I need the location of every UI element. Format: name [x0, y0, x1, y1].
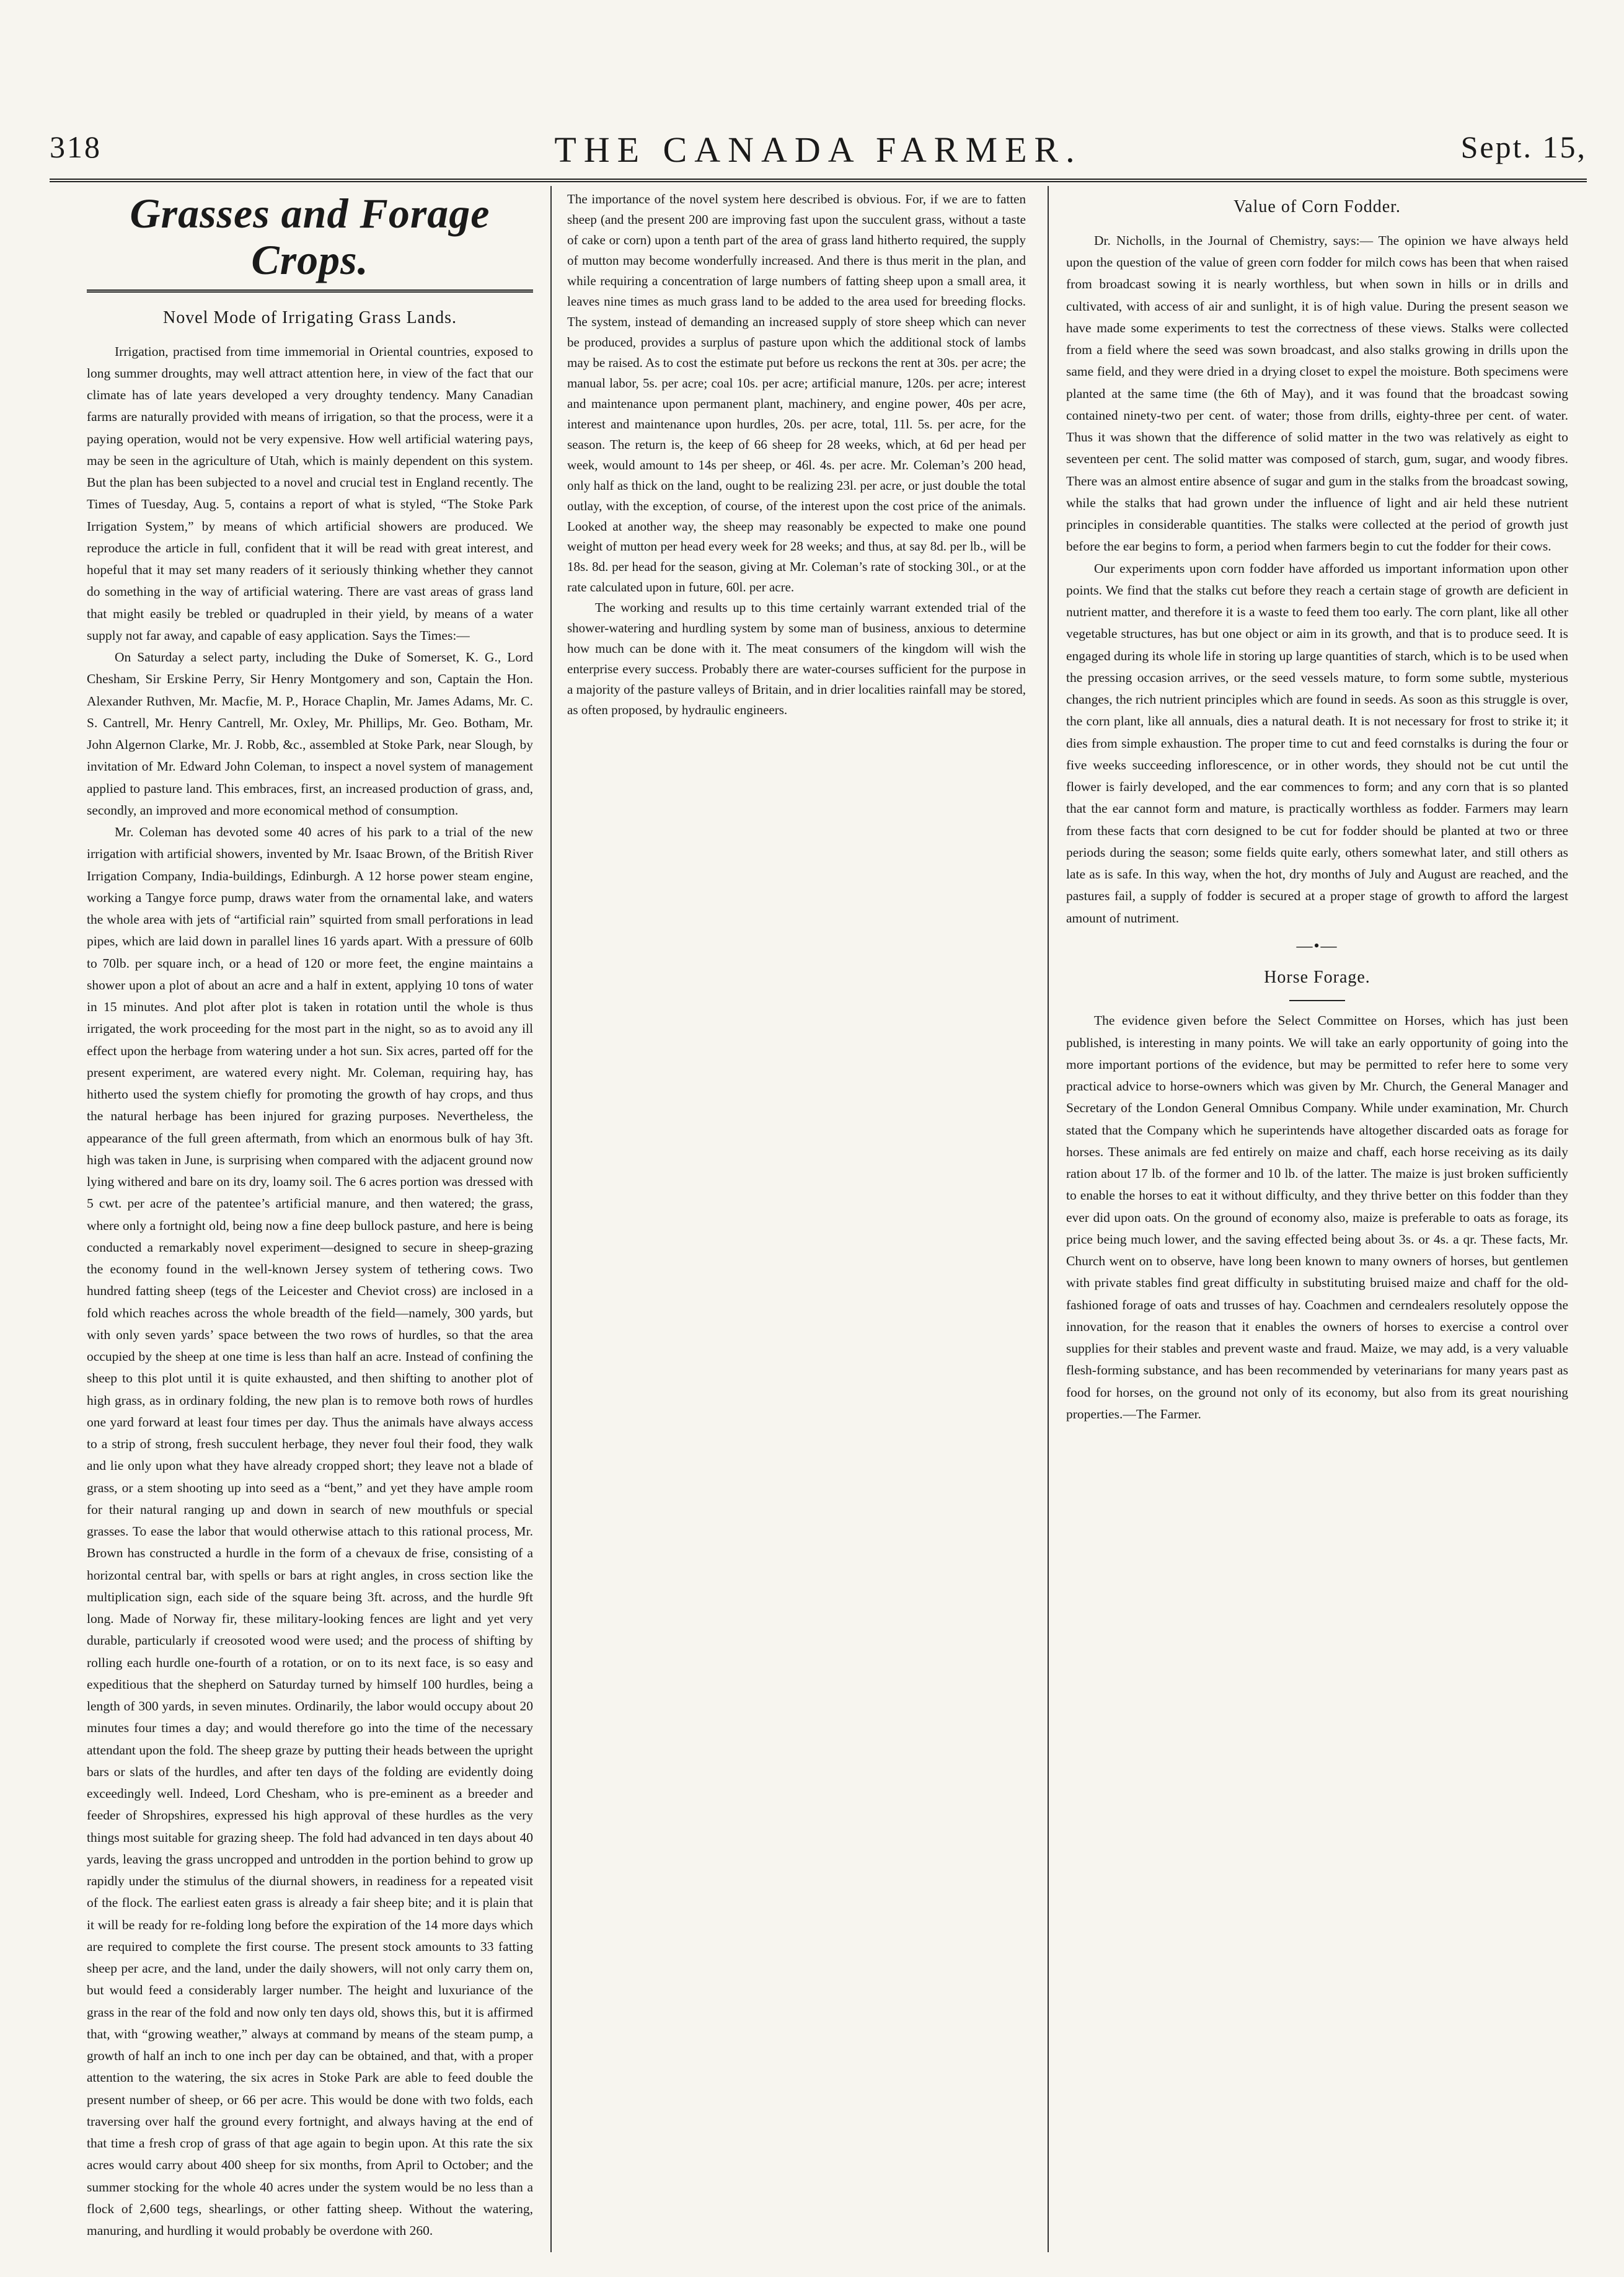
section-heading: Grasses and Forage Crops.	[130, 190, 490, 283]
section-rule	[87, 290, 533, 293]
article-paragraph: The importance of the novel system here described is obvious. For, if we are to fatten sheep (and the present 200 are improving fast upon the succulent grass, without a taste of cake or corn) upon a tenth part of the area of grass land hitherto required, the supply of mutton may become wonderfully increased. And there is thus merit in the plan, and while requiring a concentration of large numbers of fatting sheep upon a small area, it leaves nine times as much grass land to be added to the area used for breeding flocks. The system, instead of demanding an increased supply of store sheep which can never be produced, provides a surplus of pasture upon which the additional stock of lambs may be raised. As to cost the estimate put before us reckons the rent at 30s. per acre; the manual labor, 5s. per acre; coal 10s. per acre; artificial manure, 120s. per acre; interest and maintenance upon permanent plant, machinery, and engine power, 40s per acre, interest and maintenance upon hurdles, 20s. per acre, total, 11l. 5s. per acre, for the season. The return is, the keep of 66 sheep for 28 weeks, which, at 6d per head per week, would amount to 14s per sheep, or 46l. 4s. per acre. Mr. Coleman’s 200 head, only half as thick on the land, ought to be realizing 23l. per acre, or just double the total outlay, with the exception, of course, of the interest upon the cost price of the animals. Looked at another way, the sheep may reasonably be expected to make one pound weight of mutton per head every week for 28 weeks; and thus, at say 8d. per lb., will be 18s. 8d. per head for the season, giving at Mr. Coleman’s rate of stocking 30l., or at the rate calculated upon in future, 60l. per acre.	[567, 192, 1026, 595]
article-title: Horse Forage.	[1264, 967, 1370, 987]
newspaper-title: THE CANADA FARMER.	[554, 130, 1082, 170]
article-paragraph: Dr. Nicholls, in the Journal of Chemistry, says:— The opinion we have always held upon the question of the value of green corn fodder for milch cows has been that when raised from broadcast sowing it is nearly worthless, but when sown in hills or in drills and cultivated, with access of air and sunlight, it is of high value. During the present season we have made some experiments to test the correctness of these views. Stalks were collected from a field where the seed was sown broadcast, and also stalks growing in drills upon the same field, and they were dried in a drying closet to expel the moisture. Both specimens were planted at the same time (the 6th of May), and it was found that the broadcast sowing contained ninety-two per cent. of water; those from drills, eighty-three per cent. of water. Thus it was shown that the difference of solid matter in the two was relatively as eight to seventeen per cent. The solid matter was composed of starch, gum, sugar, and woody fibres. There was an almost entire absence of sugar and gum in the stalks from the broadcast sowing, while the stalks that had grown under the influence of light and air held these nutrient principles in considerable quantities. The stalks were collected at the period of growth just before the ear begins to form, a period when farmers begin to cut the fodder for their cows.	[1066, 232, 1568, 554]
article-paragraph: Our experiments upon corn fodder have afforded us important information upon other points. We find that the stalks cut before they reach a certain stage of growth are deficient in nutrient matter, and therefore it is a waste to feed them too early. The corn plant, like all other vegetable structures, has but one object or aim in its growth, and that is to produce seed. It is engaged during its whole life in storing up large quantities of starch, which is to be used when the pressing occasion arrives, or the seed vessels mature, to form some subtle, mysterious changes, the rich nutrient principles which are found in seeds. As soon as this struggle is over, the corn plant, like all annuals, dies a natural death. It is not necessary for frost to strike it; it dies from simple exhaustion. The proper time to cut and feed cornstalks is during the four or five weeks succeeding inflorescence, or in other words, they should not be cut until the flower is fairly developed, and the ear commences to form; and any corn that is so planted that the ear cannot form and mature, is practically worthless as fodder. Farmers may learn from these facts that corn designed to be cut for fodder should be planted at two or three periods during the season; some fields quite early, others somewhat later, and still others as late as is safe. In this way, when the hot, dry months of July and August are reached, and the pastures fail, a supply of fodder is secured at a proper stage of growth to afford the largest amount of nutriment.	[1066, 560, 1568, 926]
article-paragraph: Irrigation, practised from time immemorial in Oriental countries, exposed to long summer droughts, may well attract attention here, in view of the fact that our climate has of late years developed a very droughty tendency. Many Canadian farms are naturally provided with means of irrigation, so that the process, were it a paying operation, would not be very expensive. How well artificial watering pays, may be seen in the agriculture of Utah, which is mainly dependent on this system. But the plan has been subjected to a novel and crucial test in England recently. The Times of Tuesday, Aug. 5, contains a report of what is styled, “The Stoke Park Irrigation System,” by means of which artificial showers are produced. We reproduce the article in full, confident that it will be read with great interest, and hopeful that it may set many readers of it seriously thinking whether they cannot do something in the way of artificial watering. There are vast areas of grass land that might easily be trebled or quadrupled in their yield, by means of a water supply not far away, and capable of easy application. Says the Times:—	[87, 343, 533, 643]
column-1	[87, 189, 533, 2242]
column-3	[1066, 189, 1568, 1425]
column-divider	[1048, 186, 1049, 2252]
article-paragraph: The evidence given before the Select Committee on Horses, which has just been published, is interesting in many points. We will take an early opportunity of going into the more important portions of the evidence, but may be permitted to refer here to some very practical advice to horse-owners which was given by Mr. Church, the General Manager and Secretary of the London General Omnibus Company. While under examination, Mr. Church stated that the Company which he superintends have altogether discarded oats as forage for horses. These animals are fed entirely on maize and chaff, each horse receiving as its daily ration about 17 lb. of the former and 10 lb. of the latter. The maize is just broken sufficiently to enable the horses to eat it without difficulty, and they thrive better on this fodder than they ever did upon oats. On the ground of economy also, maize is preferable to oats as forage, its price being much lower, and the saving effected being about 3s. or 4s. a qr. These facts, Mr. Church went on to observe, have long been known to many owners of horses, but gentlemen with private stables find great difficulty in substituting bruised maize and chaff for the old-fashioned forage of oats and trusses of hay. Coachmen and cerndealers resolutely oppose the innovation, for the reason that it enables the owners of horses to exercise a control over supplies for their stables and prevent waste and fraud. Maize, we may add, is a very valuable flesh-forming substance, and has been recommended by veterinarians for many years past as food for horses, on the ground not only of its economy, but also from its great nourishing properties.—The Farmer.	[1066, 1013, 1568, 1421]
article-paragraph: Mr. Coleman has devoted some 40 acres of his park to a trial of the new irrigation with artificial showers, invented by Mr. Isaac Brown, of the British River Irrigation Company, India-buildings, Edinburgh. A 12 horse power steam engine, working a Tangye force pump, draws water from the ornamental lake, and waters the whole area with jets of “artificial rain” squirted from small perforations in lead pipes, which are laid down in parallel lines 16 yards apart. With a pressure of 60lb to 70lb. per square inch, or a head of 120 or more feet, the engine maintains a shower upon a plot of about an acre and a half in extent, applying 10 tons of water in 15 minutes. And plot after plot is taken in rotation until the whole is thus irrigated, the work proceeding for the most part in the night, so as to avoid any ill effect upon the herbage from watering under a hot sun. Six acres, parted off for the present experiment, are watered every night. Mr. Coleman, requiring hay, has hitherto used the system chiefly for promoting the growth of hay crops, and thus the natural herbage has been injured for grazing purposes. Nevertheless, the appearance of the full green aftermath, from which an enormous bulk of hay 3ft. high was taken in June, is surprising when compared with the adjacent ground now lying withered and bare on its dry, loamy soil. The 6 acres portion was dressed with 5 cwt. per acre of the patentee’s artificial manure, and then watered; the grass, where only a fortnight old, being now a fine deep bullock pasture, and here is being conducted a remarkably novel experiment—designed to secure in sheep-grazing the economy found in the well-known Jersey system of tethering cows. Two hundred fatting sheep (tegs of the Leicester and Cheviot cross) are inclosed in a fold which reaches across the whole breadth of the field—namely, 300 yards, but with only seven yards’ space between the two rows of hurdles, so that the area occupied by the sheep at one time is less than half an acre. Instead of confining the sheep to this plot until it is quite exhausted, and then shifting to another plot of high grass, as in ordinary folding, the new plan is to remove both rows of hurdles one yard forward at least four times per day. Thus the animals have always access to a strip of strong, fresh succulent herbage, they never foul their food, they walk and lie only upon what they have already cropped short; they leave not a blade of grass, or a stem shooting up into seed as a “bent,” and yet they have ample room for their natural ranging up and down in search of new mouthfuls or special grasses. To ease the labor that would otherwise attach to this rational process, Mr. Brown has constructed a hurdle in the form of a chevaux de frise, consisting of a horizontal central bar, with spells or bars at right angles, in cross section like the multiplication sign, each side of the square being 3ft. across, and the hurdle 9ft long. Made of Norway fir, these military-looking fences are light and yet very durable, particularly if creosoted wood were used; and the process of shifting by rolling each hurdle one-fourth of a rotation, or on to its next face, is so easy and expeditious that the shepherd on Saturday turned by himself 100 hurdles, being a length of 300 yards, in seven minutes. Ordinarily, the labor would occupy about 20 minutes four times a day; and would therefore go into the time of the necessary attendant upon the fold. The sheep graze by putting their heads between the upright bars or slats of the hurdles, and after ten days of the folding are evidently doing exceedingly well. Indeed, Lord Chesham, who is pre-eminent as a breeder and feeder of Shropshires, expressed his high approval of these hurdles as the very things most suitable for grazing sheep. The fold had advanced in ten days about 40 yards, leaving the grass uncropped and untrodden in the portion behind to grow up rapidly under the stimulus of the diurnal showers, in readiness for a repeated visit of the flock. The earliest eaten grass is already a fair sheep bite; and it is plain that it will be ready for re-folding long before the expiration of the 14 more days which are required to complete the first course. The present stock amounts to 33 fatting sheep per acre, and the land, under the daily showers, will not only carry them on, but would feed a considerably larger number. The height and luxuriance of the grass in the rear of the fold and now only ten days old, shows this, but it is affirmed that, with “growing weather,” always at command by means of the steam pump, a growth of half an inch to one inch per day can be obtained, and that, with a proper attention to the watering, the six acres in Stoke Park are able to feed double the present number of sheep, or 66 per acre. This would be done with two folds, each traversing over half the ground every fortnight, and always having at the end of that time a fresh crop of grass of that age again to begin upon. At this rate the six acres would carry about 400 sheep for six months, from April to October; and the summer stocking for the whole 40 acres under the system would be no less than a flock of 2,600 tegs, shearlings, or other fatting sheep. Without the watering, manuring, and hurdling it would probably be overdone with 260.	[87, 825, 533, 2238]
article-paragraph: On Saturday a select party, including the Duke of Somerset, K. G., Lord Chesham, Sir Erskine Perry, Sir Henry Montgomery and son, Captain the Hon. Alexander Ruthven, Mr. Macfie, M. P., Horace Chaplin, Mr. James Adams, Mr. C. S. Cantrell, Mr. Henry Cantrell, Mr. Oxley, Mr. Phillips, Mr. Geo. Botham, Mr. John Algernon Clarke, Mr. J. Robb, &c., assembled at Stoke Park, near Slough, by invitation of Mr. Edward John Coleman, to inspect a novel system of management applied to pasture land. This embraces, first, an increased production of grass, and, secondly, an improved and more economical method of consumption.	[87, 650, 533, 818]
ornament-divider: —•—	[1296, 936, 1338, 955]
issue-date: Sept. 15,	[1460, 130, 1587, 164]
masthead	[50, 124, 1587, 174]
article-paragraph: The working and results up to this time certainly warrant extended trial of the shower-watering and hurdling system by some man of business, anxious to determine how much can be done with it. The meat consumers of the kingdom will wish the enterprise every success. Probably there are water-courses sufficient for the purpose in a majority of the pasture valleys of Britain, and in drier localities rainfall may be stored, as often proposed, by hydraulic engineers.	[567, 600, 1026, 718]
masthead-rule	[50, 179, 1587, 182]
page-number: 318	[50, 130, 102, 164]
title-rule	[1289, 1000, 1345, 1001]
column-2	[567, 189, 1026, 720]
article-title: Value of Corn Fodder.	[1233, 197, 1401, 216]
article-title: Novel Mode of Irrigating Grass Lands.	[162, 307, 457, 327]
column-divider	[550, 186, 552, 2252]
